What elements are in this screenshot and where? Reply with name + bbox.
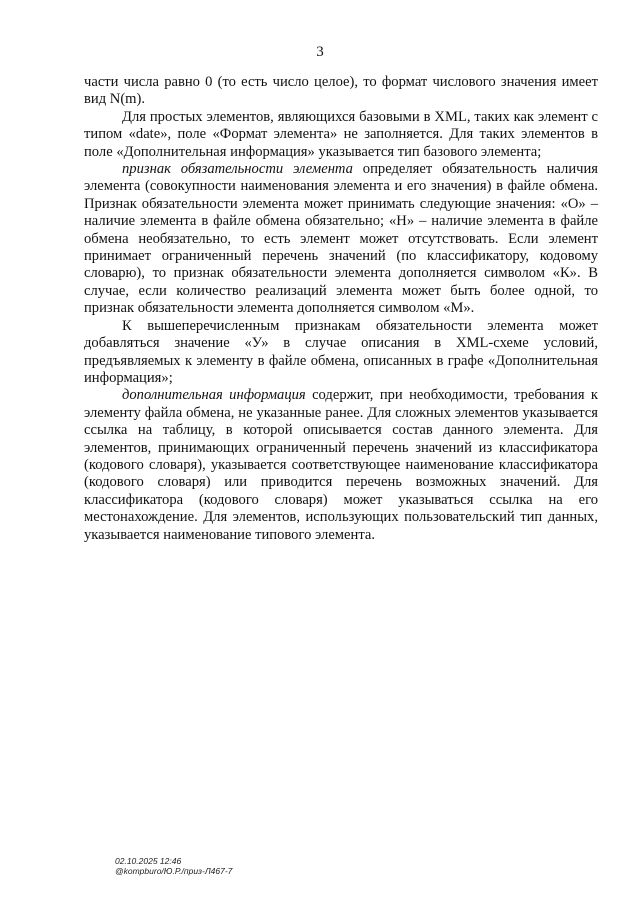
paragraph-continuation: части числа равно 0 (то есть число целое), то формат числового значения имеет вид N(m). <box>84 74 598 108</box>
term-additional-info: дополнительная информация <box>122 387 306 404</box>
footer-reference: @kompburo/Ю.Р./приз-Л467-7 <box>115 866 233 876</box>
page-number: 3 <box>316 44 324 60</box>
paragraph-additional-info-text: содержит, при необходимости, требования к элементу файла обмена, не указанные ранее. Для сложных элементов указывается ссылка на таблицу, в которой описывается состав данного элемента. Для элементов, принимающих ограниченный перечень значений из классификатора (кодового словаря), указывается соответствующее наименование классификатора (кодового словаря) или приводится перечень возможных значений. Для классификатора (кодового словаря) может указываться ссылка на его местонахождение. Для элементов, использующих пользовательский тип данных, указывается наименование типового элемента. <box>84 387 598 543</box>
footer-stamp <box>115 856 232 876</box>
paragraph-condition-value: К вышеперечисленным признакам обязательности элемента может добавляться значение «У» в случае описания в XML-схеме условий, предъявляемых к элементу в файле обмена, описанных в графе «Дополнительная информация»; <box>84 317 598 386</box>
paragraph-additional-info <box>84 387 598 544</box>
document-body <box>84 74 598 544</box>
paragraph-mandatory-sign <box>84 161 598 318</box>
paragraph-simple-elements: Для простых элементов, являющихся базовыми в XML, таких как элемент с типом «date», поле «Формат элемента» не заполняется. Для таких элементов в поле «Дополнительная информация» указывается тип базового элемента; <box>84 108 598 160</box>
paragraph-mandatory-sign-text: определяет обязательность наличия элемента (совокупности наименования элемента и его значения) в файле обмена. Признак обязательности элемента может принимать следующие значения: «О» – наличие элемента в файле обмена обязательно; «Н» – наличие элемента в файле обмена необязательно, то есть элемент может отсутствовать. Если элемент принимает ограниченный перечень значений (по классификатору, кодовому словарю), то признак обязательности элемента дополняется символом «К». В случае, если количество реализаций элемента может быть более одной, то признак обязательности элемента дополняется символом «М». <box>84 161 598 317</box>
footer-date: 02.10.2025 12:46 <box>115 856 182 866</box>
term-mandatory-sign: признак обязательности элемента <box>122 161 353 178</box>
